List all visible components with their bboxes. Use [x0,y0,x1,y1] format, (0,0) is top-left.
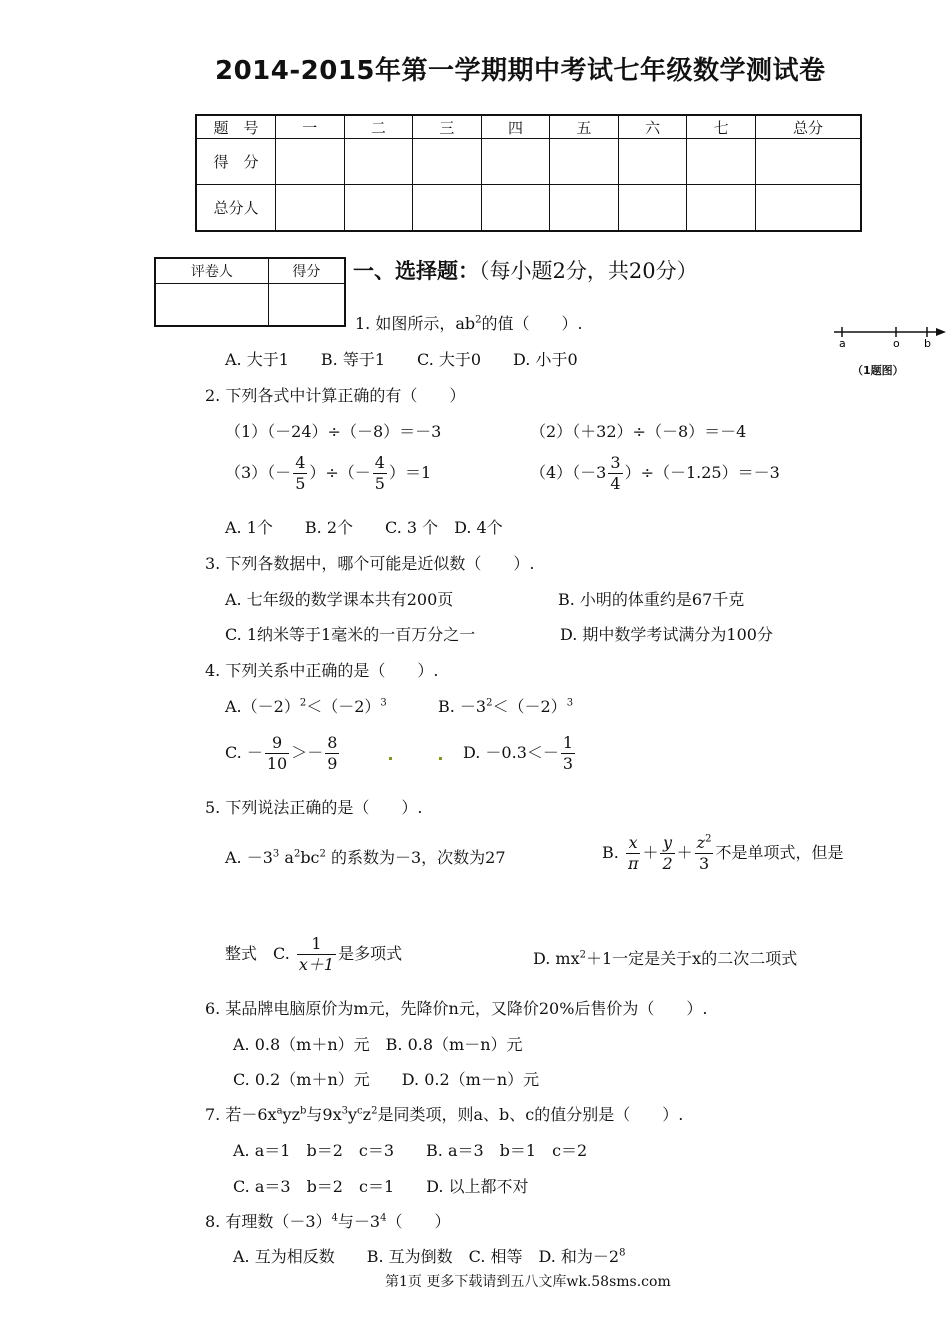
score-cell[interactable] [618,185,687,232]
scorer-row [196,185,861,232]
q2-stem: 2. 下列各式中计算正确的有（ ） [205,386,466,405]
label-o: o [893,337,900,348]
q4-option-b: B. $-3^2<(-2)^3$ [438,697,574,716]
score-cell[interactable] [344,139,413,185]
score-cell[interactable] [756,139,862,185]
q7-options-cd: C. a＝3 b＝2 c＝1 D. 以上都不对 [233,1177,529,1196]
q6-stem: 6. 某品牌电脑原价为m元，先降价n元，又降价20%后售价为（ ）. [205,999,708,1018]
q1-stem: 1. 如图所示，$ab^2$的值（ ）. [355,314,583,333]
score-cell[interactable] [344,185,413,232]
score-cell[interactable] [276,185,345,232]
score-row-label: 得 分 [196,139,276,185]
score-header-row [196,115,861,139]
score-table [195,114,862,232]
grader-score-cell[interactable] [268,284,345,327]
score-cell[interactable] [756,185,862,232]
q3-option-c: C. 1纳米等于1毫米的一百万分之一 [225,625,476,644]
q2-options: A. 1个 B. 2个 C. 3 个 D. 4个 [225,518,503,537]
score-header-cell: 五 [550,115,619,139]
q8-stem: 8. 有理数$(-3)^4$与$-3^4$（ ） [205,1212,451,1231]
score-cell[interactable] [687,185,756,232]
score-cell[interactable] [550,139,619,185]
score-header-total: 总分 [756,115,862,139]
q4-stem: 4. 下列关系中正确的是（ ）. [205,661,439,680]
stray-mark [389,757,392,760]
score-cell[interactable] [481,185,550,232]
score-header-cell: 四 [481,115,550,139]
score-header-cell: 七 [687,115,756,139]
q4-option-d: D. －0.3＜－ $\frac{1}{3}$ [463,733,574,773]
q3-option-b: B. 小明的体重约是67千克 [558,590,745,609]
score-cell[interactable] [276,139,345,185]
score-row [196,139,861,185]
q5-option-d: D. $mx^2+1$一定是关于x的二次二项式 [533,949,798,968]
q5-stem: 5. 下列说法正确的是（ ）. [205,798,423,817]
q3-stem: 3. 下列各数据中，哪个可能是近似数（ ）. [205,554,535,573]
q7-stem: 7. 若$-6x^ayz^b$与$9x^3y^cz^2$是同类项，则a、b、c的值分别是（ ）. [205,1105,684,1124]
score-cell[interactable] [481,139,550,185]
grader-header: 评卷人 [155,258,268,284]
section-heading [353,255,698,285]
score-cell[interactable] [550,185,619,232]
q5-option-b: B. $\frac{x}{\pi}$ ＋ $\frac{y}{2}$ ＋ $\frac{z^2}{3}$ 不是单项式，但是 [602,833,844,873]
q3-option-d: D. 期中数学考试满分为100分 [560,625,773,644]
score-header-cell: 六 [618,115,687,139]
q4-option-a: $A.(-2)^2<(-2)^3$ [225,697,387,716]
label-b: b [924,337,931,348]
stray-mark [439,757,442,760]
arrow-icon [936,328,946,336]
scorer-row-label: 总分人 [196,185,276,232]
label-a: a [839,337,846,348]
grader-cell[interactable] [155,284,268,327]
score-cell[interactable] [687,139,756,185]
grader-table [154,257,346,327]
q2-expr-1: （1）（－24）÷（－8）＝－3 [225,422,442,441]
q5-option-c: 整式 C. $\frac{1}{x+1}$ 是多项式 [225,934,403,974]
score-header-cell: 三 [413,115,482,139]
q2-expr-2: （2）（＋32）÷（－8）＝－4 [530,422,747,441]
score-header-label: 题 号 [196,115,276,139]
q3-option-a: A. 七年级的数学课本共有200页 [225,590,454,609]
score-header-cell: 二 [344,115,413,139]
q4-option-c: C. － $\frac{9}{10}$ ＞－ $\frac{8}{9}$ [225,733,338,773]
score-cell[interactable] [618,139,687,185]
q1-options: A. 大于1 B. 等于1 C. 大于0 D. 小于0 [225,350,578,369]
number-line-figure [832,326,948,348]
q2-expr-3: （3）（－ $\frac{4}{5}$ ）÷（－ $\frac{4}{5}$ ）＝1 [225,453,432,493]
figure-caption: （1题图） [852,364,904,377]
section-label: 一、选择题： [353,259,479,283]
score-cell[interactable] [413,185,482,232]
score-header-cell: 一 [276,115,345,139]
page-title: 2014-2015年第一学期期中考试七年级数学测试卷 [215,56,826,86]
score-cell[interactable] [413,139,482,185]
q6-options-ab: A. 0.8（m＋n）元 B. 0.8（m－n）元 [233,1035,523,1054]
grader-score-header: 得分 [268,258,345,284]
page-footer: 第1页 更多下载请到五八文库wk.58sms.com [385,1274,671,1290]
section-note: （每小题2分，共20分） [479,259,698,283]
q5-option-a: A. $-3^3$ $a^2bc^2$ 的系数为－3，次数为27 [225,848,506,867]
q7-options-ab: A. a＝1 b＝2 c＝3 B. a＝3 b＝1 c＝2 [233,1141,588,1160]
q6-options-cd: C. 0.2（m＋n）元 D. 0.2（m－n）元 [233,1070,540,1089]
q2-expr-4: （4）（－3 $\frac{3}{4}$ ）÷（－1.25）＝－3 [530,453,780,493]
q8-options: A. 互为相反数 B. 互为倒数 C. 相等 D. 和为$-2^8$ [233,1247,626,1266]
